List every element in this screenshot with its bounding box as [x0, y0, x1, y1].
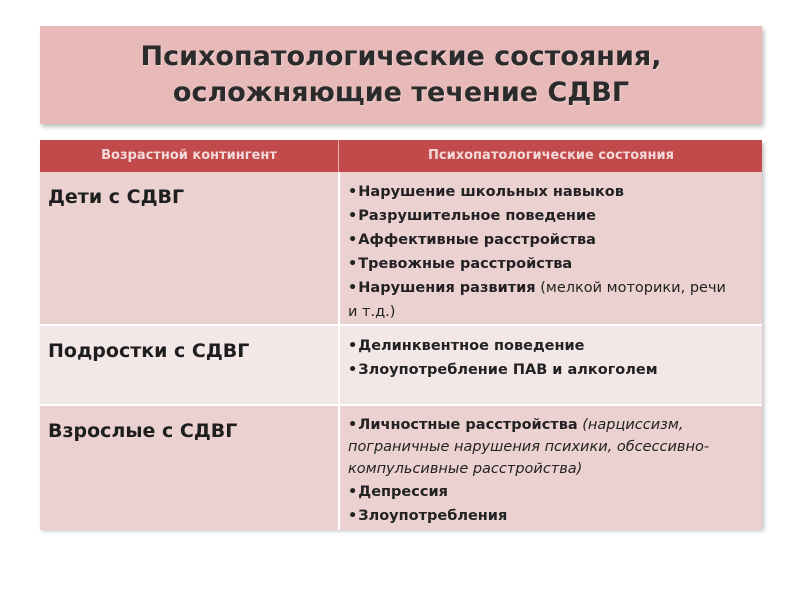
- list-item: •Злоупотребление ПАВ и алкоголем: [348, 362, 658, 378]
- conditions-cell: [338, 172, 762, 324]
- table-row: [40, 324, 762, 406]
- age-label: Взрослые с СДВГ: [48, 420, 238, 442]
- header-conditions: Психопатологические состояния: [338, 140, 763, 172]
- title-line-1: Психопатологические состояния,: [140, 41, 662, 72]
- list-item: •Личностные расстройства (нарциссизм, пограничные нарушения психики, обсессивно- компульсивные расстройства): [348, 417, 710, 477]
- title-line-2: осложняющие течение СДВГ: [172, 77, 630, 108]
- list-item: •Депрессия: [348, 484, 448, 500]
- header-age: Возрастной контингент: [101, 148, 277, 163]
- age-label: Подростки с СДВГ: [48, 340, 250, 362]
- list-item: •Разрушительное поведение: [348, 208, 596, 224]
- age-cell: [40, 172, 338, 324]
- conditions-list: [340, 326, 762, 382]
- age-cell: [40, 406, 338, 530]
- list-item: •Нарушение школьных навыков: [348, 184, 624, 200]
- conditions-list: [340, 172, 762, 324]
- table-row: [40, 172, 762, 324]
- table-row: [40, 404, 762, 530]
- list-item: •Злоупотребления: [348, 508, 508, 524]
- age-cell: [40, 326, 338, 406]
- list-item: •Аффективные расстройства: [348, 232, 596, 248]
- list-item: •Делинквентное поведение: [348, 338, 585, 354]
- age-label: Дети с СДВГ: [48, 186, 185, 208]
- conditions-table: [40, 140, 762, 528]
- title-banner: [40, 26, 762, 124]
- list-item: •Тревожные расстройства: [348, 256, 573, 272]
- table-header: [40, 140, 762, 172]
- list-item: •Нарушения развития (мелкой моторики, речи и т.д.): [348, 280, 726, 320]
- conditions-cell: [338, 406, 762, 530]
- conditions-cell: [338, 326, 762, 406]
- conditions-list: [340, 406, 762, 528]
